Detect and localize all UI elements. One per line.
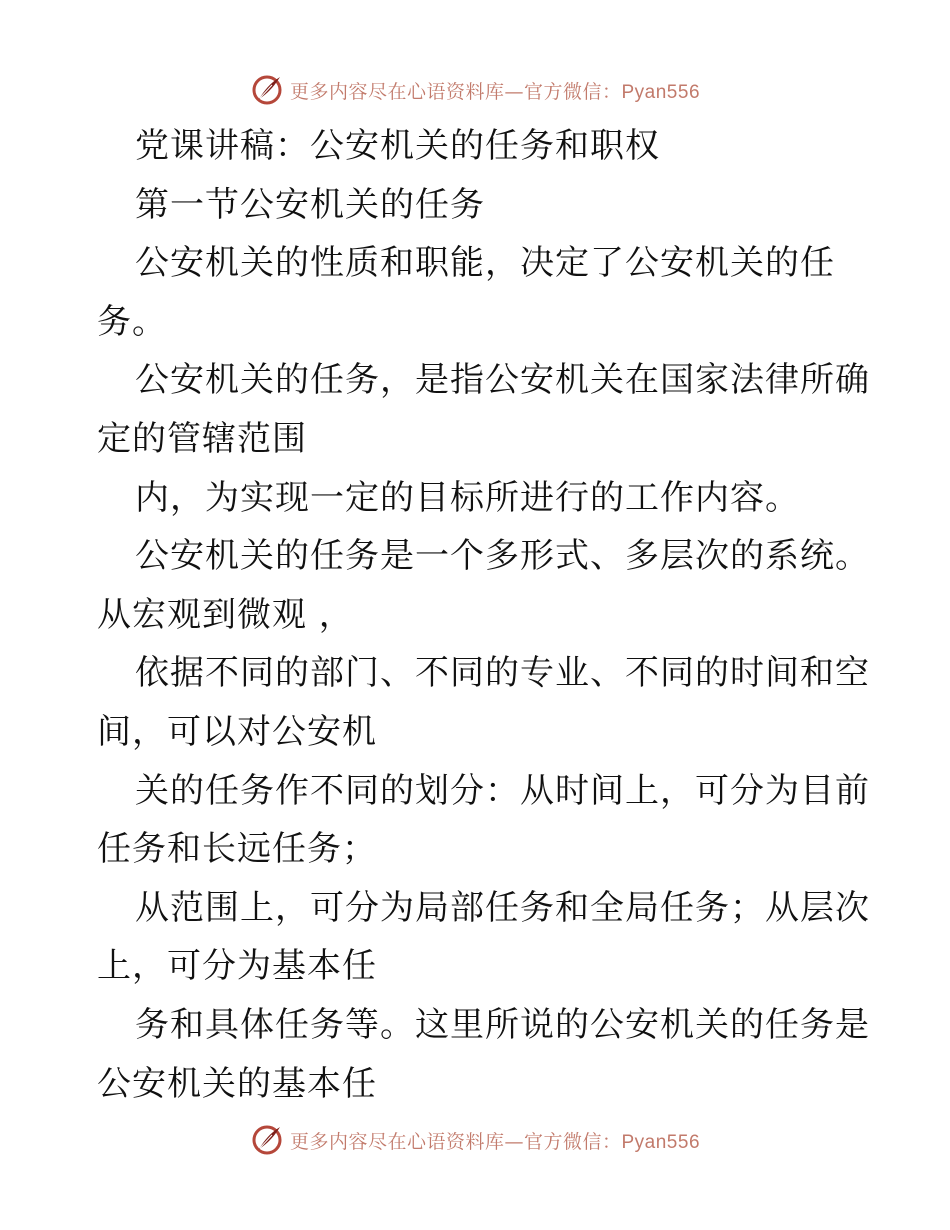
banner-contact: Pyan556 (621, 1131, 701, 1153)
paragraph-line: 内，为实现一定的目标所进行的工作内容。 (135, 477, 800, 518)
paragraph-line: 上，可分为基本任 (97, 946, 377, 987)
paragraph-line: 务和具体任务等。这里所说的公安机关的任务是 (135, 1004, 870, 1045)
section-heading: 第一节公安机关的任务 (135, 184, 485, 225)
document-title: 党课讲稿：公安机关的任务和职权 (135, 126, 660, 166)
paragraph-line: 公安机关的任务，是指公安机关在国家法律所确 (135, 360, 870, 401)
banner-label: 更多内容尽在心语资料库—官方微信： (289, 80, 622, 103)
paragraph-line: 从范围上，可分为局部任务和全局任务；从层次 (135, 887, 870, 928)
feather-pen-logo-icon (250, 73, 284, 107)
banner-label: 更多内容尽在心语资料库—官方微信： (289, 1130, 622, 1153)
paragraph-line: 定的管辖范围 (97, 418, 307, 459)
banner-text (290, 1127, 700, 1154)
paragraph-line: 公安机关的任务是一个多形式、多层次的系统。 (135, 536, 870, 577)
paragraph-line: 关的任务作不同的划分：从时间上，可分为目前 (135, 770, 870, 811)
paragraph-line: 务。 (97, 301, 167, 342)
header-banner (0, 70, 950, 110)
paragraph-line: 依据不同的部门、不同的专业、不同的时间和空 (135, 653, 870, 694)
paragraph-line: 公安机关的基本任 (97, 1063, 377, 1104)
feather-pen-logo-icon (250, 1123, 284, 1157)
banner-text (290, 77, 700, 104)
paragraph-line: 从宏观到微观 ， (97, 594, 354, 635)
banner-contact: Pyan556 (621, 81, 701, 103)
document-body (97, 117, 870, 1113)
footer-banner (0, 1120, 950, 1160)
paragraph-line: 任务和长远任务； (97, 829, 377, 870)
paragraph-line: 间，可以对公安机 (97, 711, 377, 752)
paragraph-line: 公安机关的性质和职能，决定了公安机关的任 (135, 243, 835, 284)
